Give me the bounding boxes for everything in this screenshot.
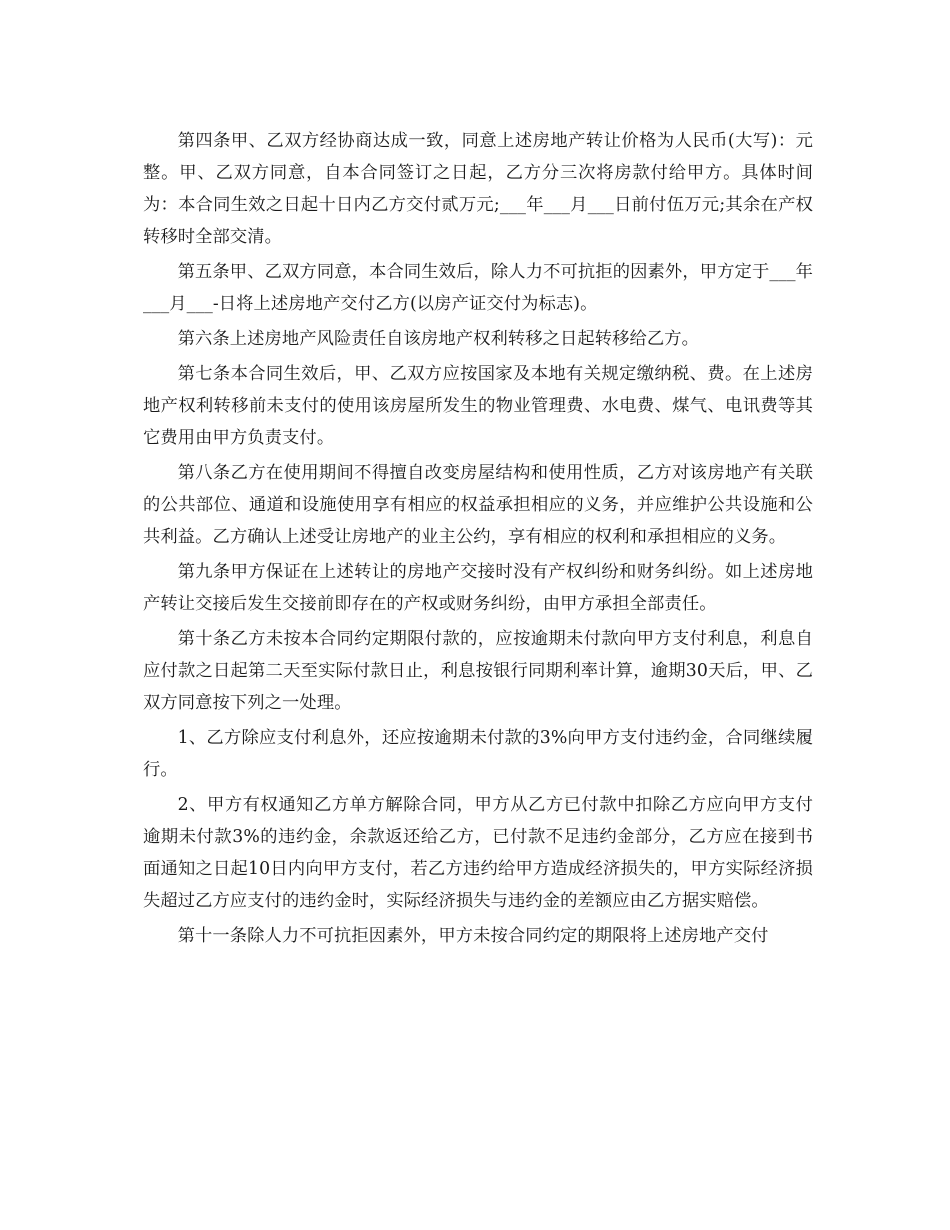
paragraph-article-10: 第十条乙方未按本合同约定期限付款的，应按逾期未付款向甲方支付利息，利息自应付款之日起第二天至实际付款日止，利息按银行同期利率计算，逾期30天后，甲、乙双方同意按下列之一处理。	[143, 629, 813, 713]
paragraph-article-5: 第五条甲、乙双方同意，本合同生效后，除人力不可抗拒的因素外，甲方定于___年___月___-日将上述房地产交付乙方(以房产证交付为标志)。	[143, 262, 813, 314]
paragraph-clause-1: 1、乙方除应支付利息外，还应按逾期未付款的3%向甲方支付违约金，合同继续履行。	[143, 728, 813, 780]
paragraph-article-6: 第六条上述房地产风险责任自该房地产权利转移之日起转移给乙方。	[177, 329, 700, 349]
paragraph-clause-2: 2、甲方有权通知乙方单方解除合同，甲方从乙方已付款中扣除乙方应向甲方支付逾期未付款3%的违约金，余款返还给乙方，已付款不足违约金部分，乙方应在接到书面通知之日起10日内向甲方支付，若乙方违约给甲方造成经济损失的，甲方实际经济损失超过乙方应支付的违约金时，实际经济损失与违约金的差额应由乙方据实赔偿。	[143, 795, 813, 911]
document-body	[143, 125, 813, 955]
paragraph-article-7: 第七条本合同生效后，甲、乙双方应按国家及本地有关规定缴纳税、费。在上述房地产权利转移前未支付的使用该房屋所发生的物业管理费、水电费、煤气、电讯费等其它费用由甲方负责支付。	[143, 364, 813, 448]
paragraph-article-8: 第八条乙方在使用期间不得擅自改变房屋结构和使用性质，乙方对该房地产有关联的公共部位、通道和设施使用享有相应的权益承担相应的义务，并应维护公共设施和公共利益。乙方确认上述受让房地产的业主公约，享有相应的权利和承担相应的义务。	[143, 463, 813, 547]
paragraph-article-9: 第九条甲方保证在上述转让的房地产交接时没有产权纠纷和财务纠纷。如上述房地产转让交接后发生交接前即存在的产权或财务纠纷，由甲方承担全部责任。	[143, 562, 813, 614]
paragraph-article-4: 第四条甲、乙双方经协商达成一致，同意上述房地产转让价格为人民币(大写)：元整。甲、乙双方同意，自本合同签订之日起，乙方分三次将房款付给甲方。具体时间为：本合同生效之日起十日内乙方交付贰万元;___年___月___日前付伍万元;其余在产权转移时全部交清。	[143, 131, 813, 247]
paragraph-article-11: 第十一条除人力不可抗拒因素外，甲方未按合同约定的期限将上述房地产交付	[177, 926, 769, 946]
